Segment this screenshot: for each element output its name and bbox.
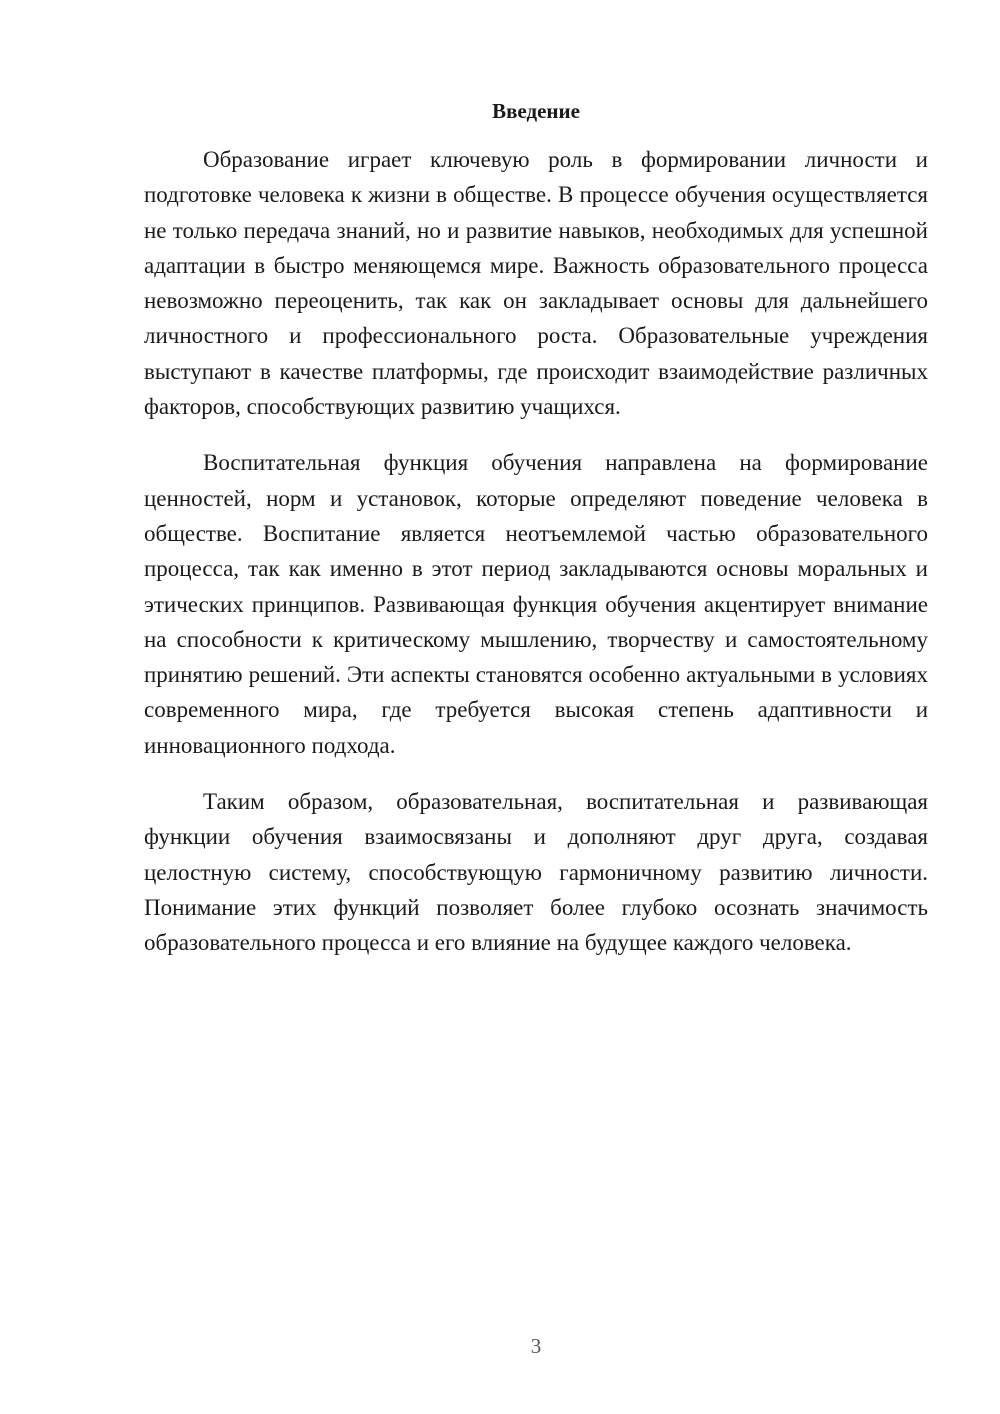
page-number: 3 [530,1334,542,1358]
page-title: Введение [492,99,580,123]
paragraph: Воспитательная функция обучения направлена на формирование ценностей, норм и установок, которые определяют поведение человека в обществе. Воспитание является неотъемлемой частью образовательного процесса, так как именно в этот период закладываются основы моральных и этических принципов. Развивающая функция обучения акцентирует внимание на способности к критическому мышлению, творчеству и самостоятельному принятию решений. Эти аспекты становятся особенно актуальными в условиях современного мира, где требуется высокая степень адаптивности и инновационного подхода. [144,450,928,758]
paragraph: Образование играет ключевую роль в формировании личности и подготовке человека к жизни в обществе. В процессе обучения осуществляется не только передача знаний, но и развитие навыков, необходимых для успешной адаптации в быстро меняющемся мире. Важность образовательного процесса невозможно переоценить, так как он закладывает основы для дальнейшего личностного и профессионального роста. Образовательные учреждения выступают в качестве платформы, где происходит взаимодействие различных факторов, способствующих развитию учащихся. [144,147,928,420]
body-text [144,142,928,982]
paragraph: Таким образом, образовательная, воспитательная и развивающая функции обучения взаимосвязаны и дополняют друг друга, создавая целостную систему, способствующую гармоничному развитию личности. Понимание этих функций позволяет более глубоко осознать значимость образовательного процесса и его влияние на будущее каждого человека. [144,789,928,956]
